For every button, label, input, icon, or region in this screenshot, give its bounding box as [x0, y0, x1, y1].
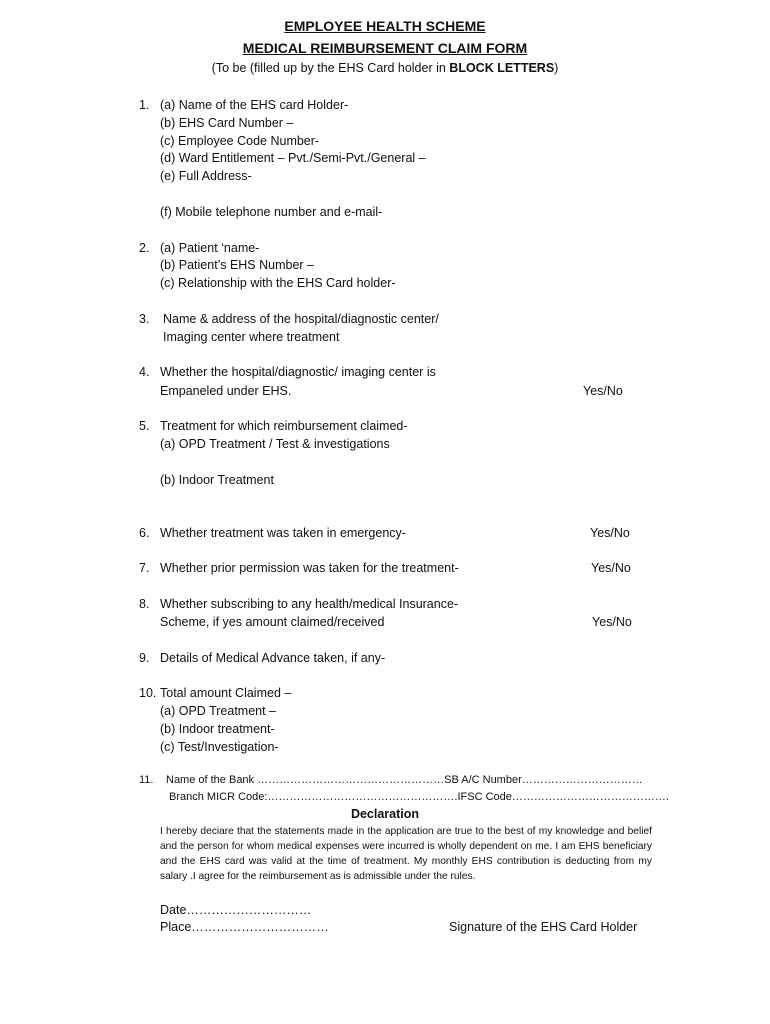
q11-bank-sb-line: Name of the Bank ……………………………………………SB A/C Number……………………………	[166, 774, 643, 786]
q2-a-patient-name: (a) Patient ‘name-	[160, 241, 260, 255]
date-line: Date…………………………	[160, 903, 312, 917]
q4-line1: Whether the hospital/diagnostic/ imaging center is	[160, 365, 436, 379]
form-subtitle	[0, 61, 770, 75]
q11-micr-ifsc-line: Branch MICR Code:…………………………………………….IFSC Code…………………………………….	[169, 791, 669, 803]
q1-a-holder-name: (a) Name of the EHS card Holder-	[160, 98, 349, 112]
q3-line2: Imaging center where treatment	[163, 330, 340, 344]
q4-yes-no: Yes/No	[583, 384, 623, 398]
q4-number: 4.	[139, 365, 150, 379]
q7-prior-permission: Whether prior permission was taken for the treatment-	[160, 561, 459, 575]
signature-label: Signature of the EHS Card Holder	[449, 920, 638, 934]
q9-medical-advance: Details of Medical Advance taken, if any-	[160, 651, 386, 665]
q5-line1: Treatment for which reimbursement claimed-	[160, 419, 408, 433]
q7-number: 7.	[139, 561, 150, 575]
q3-line1: Name & address of the hospital/diagnostic center/	[163, 312, 439, 326]
q4-line2: Empaneled under EHS.	[160, 384, 292, 398]
q1-b-card-number: (b) EHS Card Number –	[160, 116, 294, 130]
q1-f-mobile-email: (f) Mobile telephone number and e-mail-	[160, 205, 383, 219]
q8-line2: Scheme, if yes amount claimed/received	[160, 615, 385, 629]
q7-yes-no: Yes/No	[591, 561, 631, 575]
declaration-body: I hereby deciare that the statements made in the application are true to the best of my knowledge and belief and the person for whom medical expenses were incurred is wholly dependent on me. I am EHS beneficiary and the EHS card was valid at the time of treatment. My monthly EHS contribution is deducting from my salary .I agree for the reimbursement as is admissible under the rules.	[160, 826, 652, 882]
declaration-heading: Declaration	[350, 807, 420, 821]
q10-a-opd: (a) OPD Treatment –	[160, 704, 277, 718]
q10-b-indoor: (b) Indoor treatment-	[160, 722, 275, 736]
q10-c-test: (c) Test/Investigation-	[160, 740, 279, 754]
q3-number: 3.	[139, 312, 150, 326]
q10-number: 10.	[139, 686, 157, 700]
place-line: Place……………………………	[160, 920, 329, 934]
q1-c-employee-code: (c) Employee Code Number-	[160, 134, 320, 148]
form-title-line2: MEDICAL REIMBURSEMENT CLAIM FORM	[242, 40, 528, 56]
q1-number: 1.	[139, 98, 150, 112]
q6-emergency: Whether treatment was taken in emergency-	[160, 526, 406, 540]
q8-line1: Whether subscribing to any health/medical Insurance-	[160, 597, 459, 611]
q11-number: 11.	[139, 774, 154, 786]
q5-b-indoor: (b) Indoor Treatment	[160, 473, 274, 487]
form-title-line1: EMPLOYEE HEALTH SCHEME	[284, 18, 486, 34]
subtitle-bold: BLOCK LETTERS	[449, 61, 555, 75]
subtitle-pre: (To be (filled up by the EHS Card holder in	[211, 61, 450, 75]
q6-yes-no: Yes/No	[590, 526, 630, 540]
q6-number: 6.	[139, 526, 150, 540]
q1-e-full-address: (e) Full Address-	[160, 169, 252, 183]
q5-number: 5.	[139, 419, 150, 433]
q2-b-patient-ehs-number: (b) Patient’s EHS Number –	[160, 258, 314, 272]
q10-total-claimed: Total amount Claimed –	[160, 686, 292, 700]
q9-number: 9.	[139, 651, 150, 665]
subtitle-post: )	[554, 61, 559, 75]
q8-yes-no: Yes/No	[592, 615, 632, 629]
q1-d-ward-entitlement: (d) Ward Entitlement – Pvt./Semi-Pvt./General –	[160, 151, 426, 165]
q2-number: 2.	[139, 241, 150, 255]
q5-a-opd: (a) OPD Treatment / Test & investigations	[160, 437, 390, 451]
q2-c-relationship: (c) Relationship with the EHS Card holder-	[160, 276, 396, 290]
q8-number: 8.	[139, 597, 150, 611]
